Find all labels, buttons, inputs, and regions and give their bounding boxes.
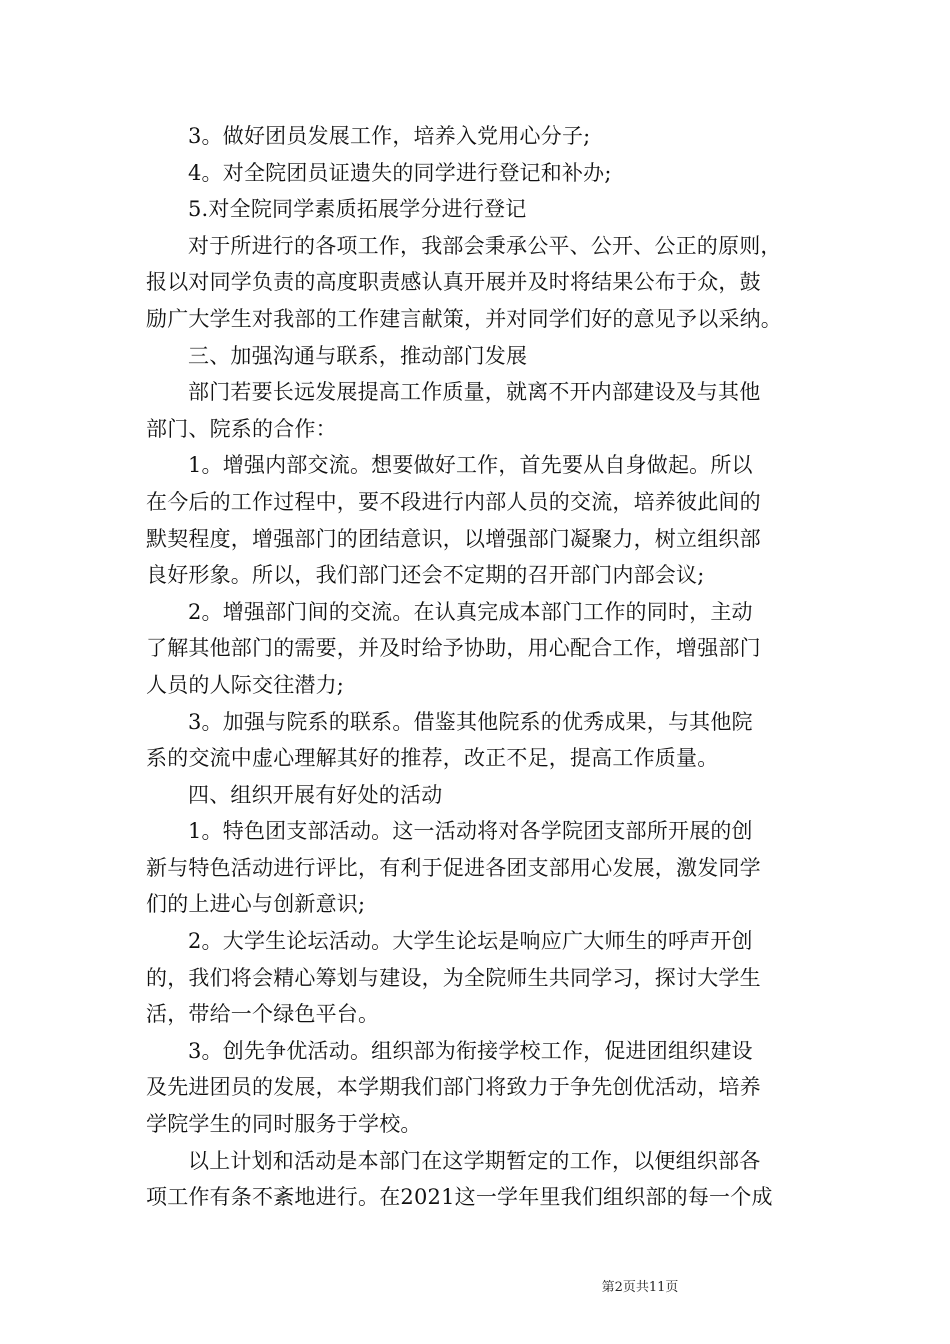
text-line: 5.对全院同学素质拓展学分进行登记	[188, 197, 527, 222]
text-line: 新与特色活动进行评比，有利于促进各团支部用心发展，激发同学	[146, 855, 761, 880]
text-line: 2。大学生论坛活动。大学生论坛是响应广大师生的呼声开创	[188, 929, 753, 954]
text-line: 项工作有条不紊地进行。在2021这一学年里我们组织部的每一个成	[146, 1185, 773, 1210]
text-line: 四、组织开展有好处的活动	[188, 782, 443, 807]
text-line: 系的交流中虚心理解其好的推荐，改正不足，提高工作质量。	[146, 746, 719, 771]
text-line: 部门若要长远发展提高工作质量，就离不开内部建设及与其他	[188, 380, 761, 405]
text-line: 4。对全院团员证遗失的同学进行登记和补办;	[188, 160, 612, 185]
text-line: 1。增强内部交流。想要做好工作，首先要从自身做起。所以	[188, 453, 753, 478]
text-line: 三、加强沟通与联系，推动部门发展	[188, 343, 528, 368]
text-line: 了解其他部门的需要，并及时给予协助，用心配合工作，增强部门	[146, 636, 761, 661]
text-line: 3。加强与院系的联系。借鉴其他院系的优秀成果，与其他院	[188, 709, 753, 734]
text-line: 良好形象。所以，我们部门还会不定期的召开部门内部会议;	[146, 563, 705, 588]
text-line: 对于所进行的各项工作，我部会秉承公平、公开、公正的原则，	[188, 233, 782, 258]
text-line: 以上计划和活动是本部门在这学期暂定的工作，以便组织部各	[188, 1148, 761, 1173]
text-line: 默契程度，增强部门的团结意识，以增强部门凝聚力，树立组织部	[146, 526, 761, 551]
text-line: 学院学生的同时服务于学校。	[146, 1112, 422, 1137]
text-line: 励广大学生对我部的工作建言献策，并对同学们好的意见予以采纳。	[146, 306, 782, 331]
text-line: 3。做好团员发展工作，培养入党用心分子;	[188, 124, 591, 148]
text-line: 2。增强部门间的交流。在认真完成本部门工作的同时，主动	[188, 599, 753, 624]
text-line: 的，我们将会精心筹划与建设，为全院师生共同学习，探讨大学生	[146, 965, 761, 990]
text-line: 们的上进心与创新意识;	[146, 892, 366, 917]
text-line: 活，带给一个绿色平台。	[146, 1002, 380, 1027]
body-text	[146, 118, 808, 1216]
page-number-footer: 第2页共11页	[601, 1280, 679, 1295]
text-line: 部门、院系的合作：	[146, 416, 337, 441]
text-line: 在今后的工作过程中，要不段进行内部人员的交流，培养彼此间的	[146, 489, 761, 514]
text-line: 报以对同学负责的高度职责感认真开展并及时将结果公布于众，鼓	[146, 270, 761, 295]
text-line: 人员的人际交往潜力;	[146, 672, 345, 697]
text-line: 3。创先争优活动。组织部为衔接学校工作，促进团组织建设	[188, 1038, 753, 1063]
text-line: 及先进团员的发展，本学期我们部门将致力于争先创优活动，培养	[146, 1075, 761, 1100]
text-line: 1。特色团支部活动。这一活动将对各学院团支部所开展的创	[188, 819, 753, 844]
